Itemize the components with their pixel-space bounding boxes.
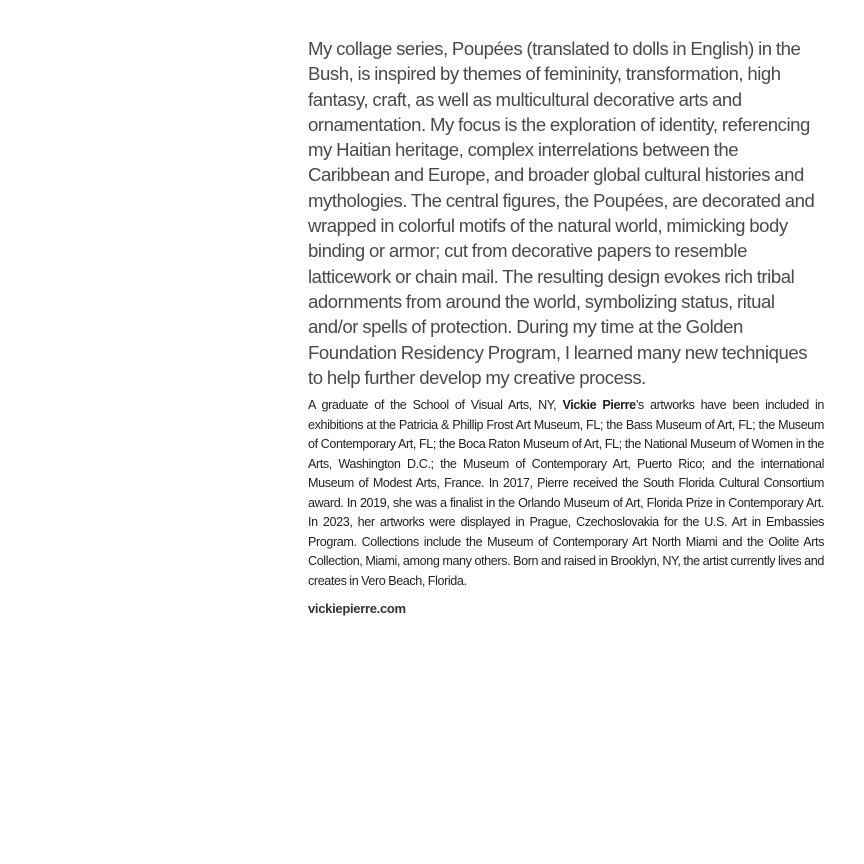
artist-statement: My collage series, Poupées (translated to dolls in English) in the Bush, is inspired by themes of femininity, transformation, high fantasy, craft, as well as multicultural decorative arts and ornamentation. My focus is the exploration of identity, referencing my Haitian heritage, complex interrelations between the Caribbean and Europe, and broader global cultural histories and mythologies. The central figures, the Poupées, are decorated and wrapped in colorful motifs of the natural world, mimicking body binding or armor; cut from decorative papers to resemble latticework or chain mail. The resulting design evokes rich tribal adornments from around the world, symbolizing status, ritual and/or spells of protection. During my time at the Golden Foundation Residency Program, I learned many new techniques to help further develop my creative process. [308,38,815,388]
website-link[interactable]: vickiepierre.com [308,601,406,617]
text-column [308,36,824,618]
artist-name: Vickie Pierre [562,398,636,413]
bio-body: ’s artworks have been included in exhibitions at the Patricia & Phillip Frost Art Museum, FL; the Bass Museum of Art, FL; the Museum of Contemporary Art, FL; the Boca Raton Museum of Art, FL; the National Museum of Women in the Arts, Washington D.C.; the Museum of Contemporary Art, Puerto Rico; and the international Museum of Modest Arts, France. In 2017, Pierre received the South Florida Cultural Consortium award. In 2019, she was a finalist in the Orlando Museum of Art, Florida Prize in Contemporary Art. In 2023, her artworks were displayed in Prague, Czechoslovakia for the U.S. Art in Embassies Program. Collections include the Museum of Contemporary Art North Miami and the Oolite Arts Collection, Miami, among many others. Born and raised in Brooklyn, NY, the artist currently lives and creates in Vero Beach, Florida. [308,398,824,588]
artist-bio [308,396,824,591]
bio-intro: A graduate of the School of Visual Arts, NY, [308,398,563,413]
